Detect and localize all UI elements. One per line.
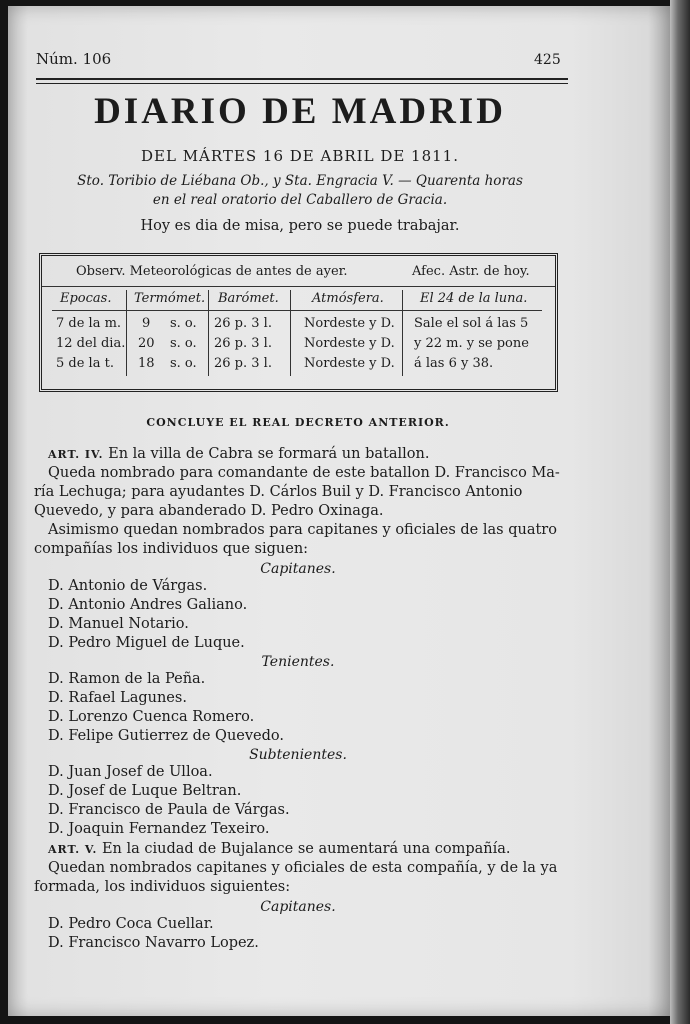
paragraph-line: Quedan nombrados capitanes y oficiales de esta compañía, y de la ya [48, 860, 558, 876]
row-term-value: 20 [138, 336, 155, 351]
paragraph-line: Asimismo quedan nombrados para capitanes y oficiales de las quatro [48, 522, 557, 538]
capitanes-heading: Capitanes. [260, 561, 336, 577]
col-header-termometro: Termómet. [134, 291, 206, 306]
list-item: D. Francisco Navarro Lopez. [48, 935, 259, 951]
list-item: D. Josef de Luque Beltran. [48, 783, 242, 799]
weather-table [39, 253, 558, 392]
list-item: D. Juan Josef de Ulloa. [48, 764, 213, 780]
weather-table-title: Observ. Meteorológicas de antes de ayer. [76, 264, 348, 279]
col-header-barometro: Barómet. [218, 291, 279, 306]
list-item: D. Manuel Notario. [48, 616, 189, 632]
page-gutter-shadow [648, 6, 670, 1016]
book-page-edge [670, 0, 690, 1024]
astro-line: y 22 m. y se pone [414, 336, 529, 351]
article-iv-label: ART. IV. [48, 448, 104, 461]
row-term-value: 18 [138, 356, 155, 371]
row-epoca: 7 de la m. [56, 316, 122, 331]
col-header-epocas: Epocas. [60, 291, 112, 306]
row-term-unit: s. o. [170, 356, 197, 371]
row-barometro: 26 p. 3 l. [214, 336, 272, 351]
row-term-value: 9 [142, 316, 151, 331]
row-barometro: 26 p. 3 l. [214, 316, 272, 331]
row-term-unit: s. o. [170, 316, 197, 331]
row-atmosfera: Nordeste y D. [304, 336, 395, 351]
list-item: D. Ramon de la Peña. [48, 671, 206, 687]
saints-line-2: en el real oratorio del Caballero de Gracia. [152, 192, 448, 208]
subtenientes-heading: Subtenientes. [249, 747, 347, 763]
header-rule-top [36, 78, 568, 80]
newspaper-title: DIARIO DE MADRID [94, 91, 506, 132]
issue-date: DEL MÁRTES 16 DE ABRIL DE 1811. [140, 147, 459, 165]
row-atmosfera: Nordeste y D. [304, 316, 395, 331]
list-item: D. Felipe Gutierrez de Quevedo. [48, 728, 285, 744]
issue-number: Núm. 106 [36, 50, 112, 68]
capitanes-heading-v: Capitanes. [260, 899, 336, 915]
astro-line: á las 6 y 38. [414, 356, 494, 371]
row-barometro: 26 p. 3 l. [214, 356, 272, 371]
mass-notice: Hoy es dia de misa, pero se puede trabajar. [140, 218, 460, 234]
paragraph-line: compañías los individuos que siguen: [34, 541, 309, 557]
paragraph-line: Queda nombrado para comandante de este batallon D. Francisco Ma- [48, 465, 560, 481]
list-item: D. Antonio Andres Galiano. [48, 597, 248, 613]
row-term-unit: s. o. [170, 336, 197, 351]
row-epoca: 5 de la t. [56, 356, 114, 371]
article-iv-text: En la villa de Cabra se formará un batallon. [103, 446, 430, 462]
article-iv-intro [48, 446, 584, 462]
astro-table-title: Afec. Astr. de hoy. [412, 264, 530, 279]
paragraph-line: formada, los individuos siguientes: [34, 879, 291, 895]
saints-line-1: Sto. Toribio de Liébana Ob., y Sta. Engracia V. — Quarenta horas [77, 173, 523, 189]
article-v-intro [48, 841, 584, 857]
section-heading: CONCLUYE EL REAL DECRETO ANTERIOR. [146, 416, 450, 429]
newspaper-page [8, 6, 670, 1016]
astro-line: Sale el sol á las 5 [414, 316, 529, 331]
header-rule-bottom [36, 83, 568, 84]
article-v-text: En la ciudad de Bujalance se aumentará una compañía. [97, 841, 511, 857]
paragraph-line: ría Lechuga; para ayudantes D. Cárlos Buil y D. Francisco Antonio [34, 484, 523, 500]
col-header-atmosfera: Atmósfera. [312, 291, 384, 306]
col-header-luna: El 24 de la luna. [420, 291, 528, 306]
list-item: D. Francisco de Paula de Várgas. [48, 802, 290, 818]
tenientes-heading: Tenientes. [261, 654, 335, 670]
list-item: D. Rafael Lagunes. [48, 690, 187, 706]
list-item: D. Lorenzo Cuenca Romero. [48, 709, 255, 725]
list-item: D. Joaquin Fernandez Texeiro. [48, 821, 270, 837]
list-item: D. Antonio de Várgas. [48, 578, 208, 594]
row-atmosfera: Nordeste y D. [304, 356, 395, 371]
list-item: D. Pedro Miguel de Luque. [48, 635, 245, 651]
page-number: 425 [534, 52, 561, 68]
paragraph-line: Quevedo, y para abanderado D. Pedro Oxinaga. [34, 503, 384, 519]
list-item: D. Pedro Coca Cuellar. [48, 916, 214, 932]
article-v-label: ART. V. [48, 843, 98, 856]
row-epoca: 12 del dia. [56, 336, 126, 351]
